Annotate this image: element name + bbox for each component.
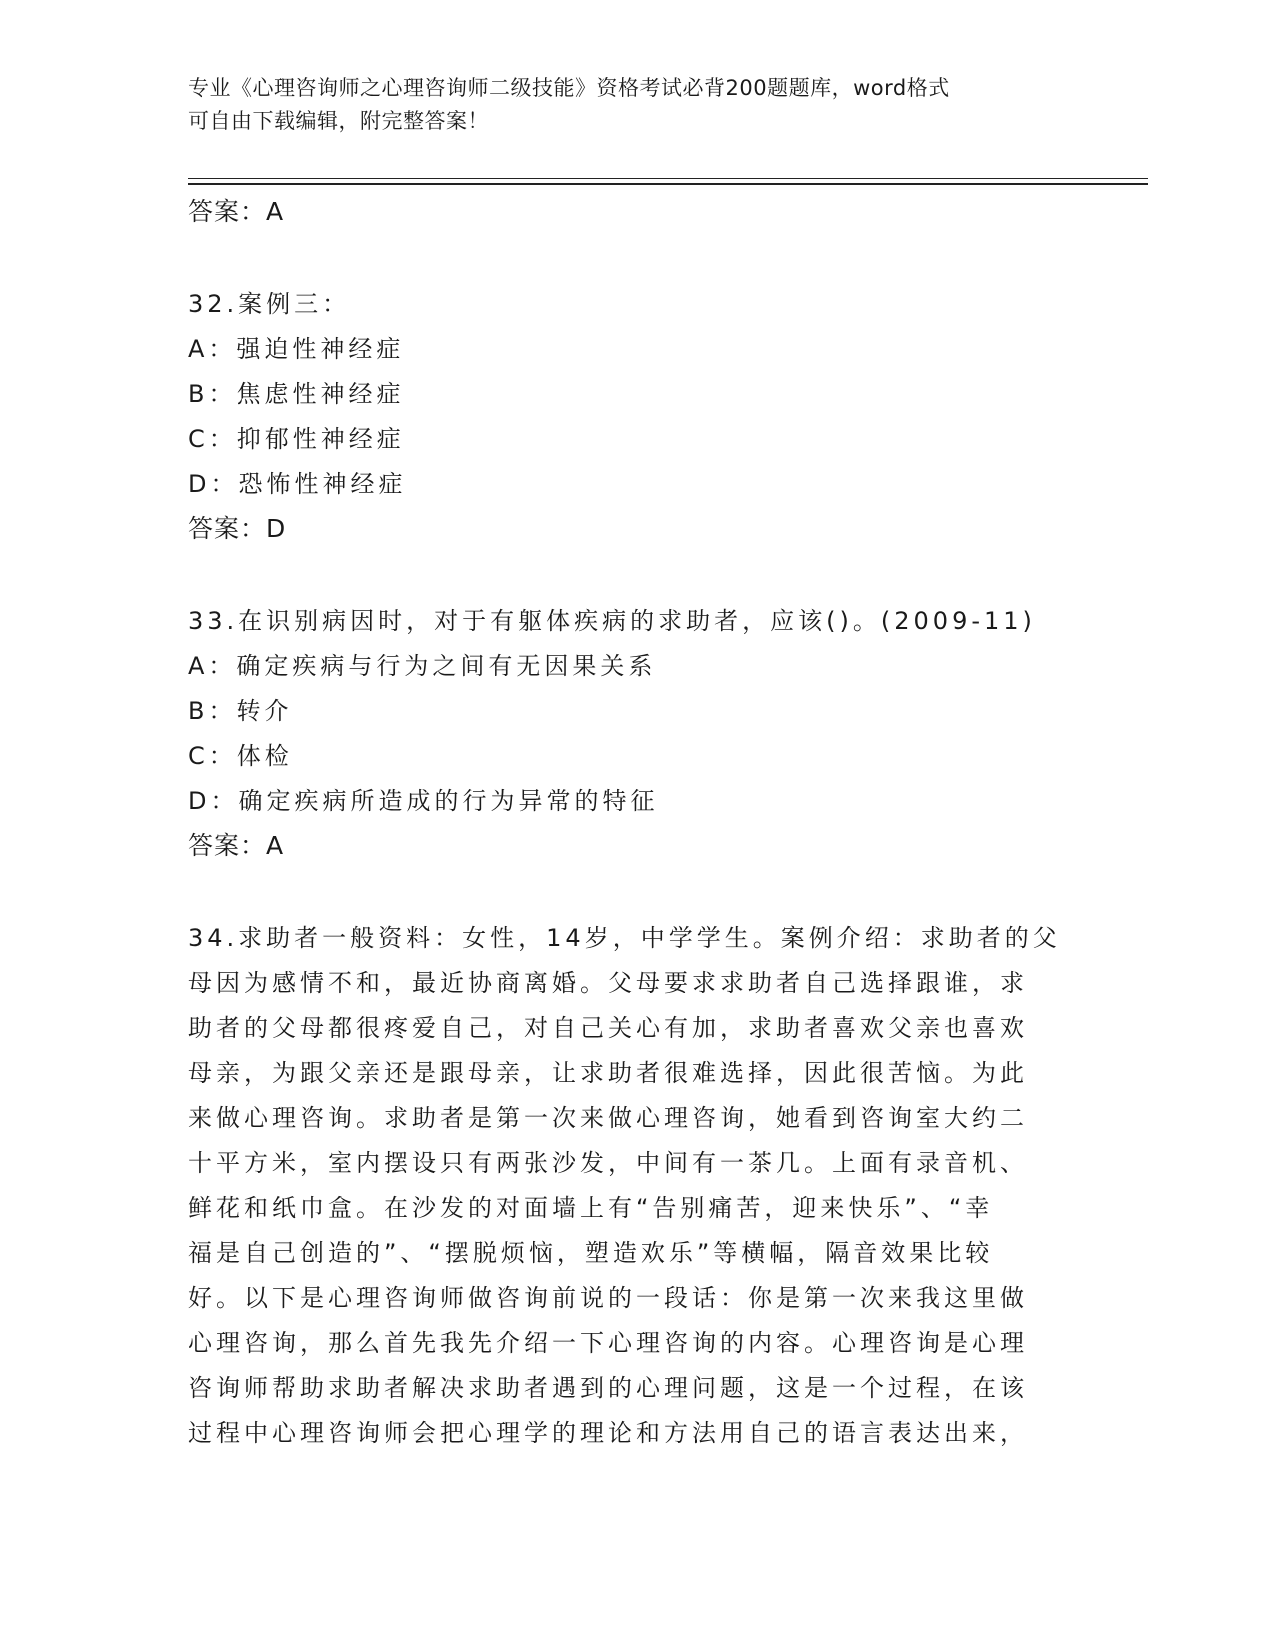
header-line-1: 专业《心理咨询师之心理咨询师二级技能》资格考试必背200题题库，word格式 [188,76,950,100]
answer-31: 答案：A [188,197,285,226]
question-33-option-b: B：转介 [188,697,293,725]
question-32-option-c: C：抑郁性神经症 [188,425,405,453]
question-34-line: 十平方米，室内摆设只有两张沙发，中间有一茶几。上面有录音机、 [188,1149,1028,1177]
question-32-stem: 32.案例三： [188,290,351,318]
question-33-option-c: C：体检 [188,742,293,770]
question-33-option-d: D：确定疾病所造成的行为异常的特征 [188,787,659,815]
question-34-case-text [188,916,1088,1456]
question-33-option-a: A：确定疾病与行为之间有无因果关系 [188,652,657,680]
spacer [188,868,1088,916]
question-34-line: 助者的父母都很疼爱自己，对自己关心有加，求助者喜欢父亲也喜欢 [188,1014,1028,1042]
question-34-line: 来做心理咨询。求助者是第一次来做心理咨询，她看到咨询室大约二 [188,1104,1028,1132]
question-34-line: 心理咨询，那么首先我先介绍一下心理咨询的内容。心理咨询是心理 [188,1329,1028,1357]
question-34-line: 34.求助者一般资料：女性，14岁，中学学生。案例介绍：求助者的父 [188,924,1061,952]
document-header [188,72,1068,138]
question-34-line: 母因为感情不和，最近协商离婚。父母要求求助者自己选择跟谁，求 [188,969,1028,997]
header-rule-thick [188,183,1148,185]
question-34-line: 鲜花和纸巾盒。在沙发的对面墙上有“告别痛苦，迎来快乐”、“幸 [188,1194,994,1222]
question-32-option-d: D：恐怖性神经症 [188,470,407,498]
question-34-line: 咨询师帮助求助者解决求助者遇到的心理问题，这是一个过程，在该 [188,1374,1028,1402]
document-body [188,190,1088,1456]
question-33-stem: 33.在识别病因时，对于有躯体疾病的求助者，应该()。(2009-11) [188,607,1036,635]
question-32-option-a: A：强迫性神经症 [188,335,405,363]
header-rule-thin [188,178,1148,179]
spacer [188,551,1088,599]
answer-32: 答案：D [188,514,287,543]
question-32 [188,282,1088,551]
question-34-line: 过程中心理咨询师会把心理学的理论和方法用自己的语言表达出来， [188,1419,1028,1447]
spacer [188,234,1088,282]
question-32-option-b: B：焦虑性神经症 [188,380,405,408]
header-line-2: 可自由下载编辑，附完整答案！ [188,109,489,133]
question-34-line: 母亲，为跟父亲还是跟母亲，让求助者很难选择，因此很苦恼。为此 [188,1059,1028,1087]
question-34-line: 好。以下是心理咨询师做咨询前说的一段话：你是第一次来我这里做 [188,1284,1028,1312]
answer-33: 答案：A [188,831,285,860]
question-34-line: 福是自己创造的”、“摆脱烦恼，塑造欢乐”等横幅，隔音效果比较 [188,1239,994,1267]
question-33 [188,599,1088,868]
